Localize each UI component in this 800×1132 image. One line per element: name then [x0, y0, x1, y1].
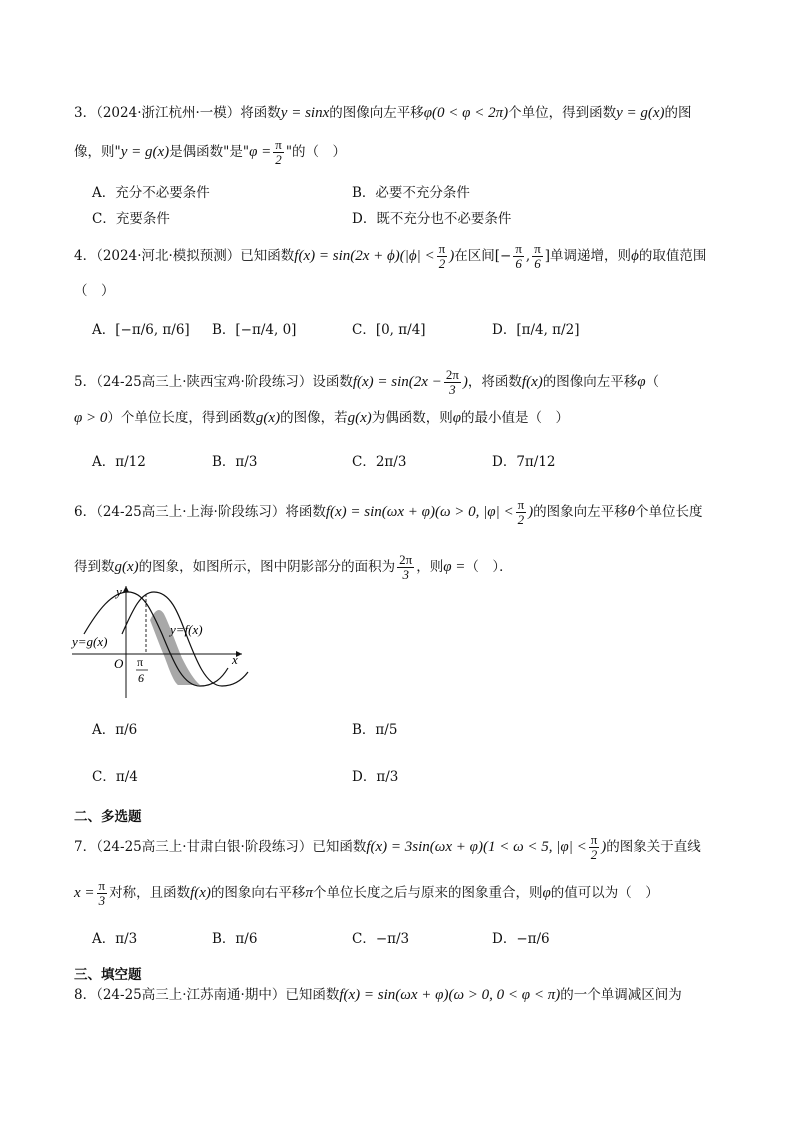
- question-number: 6．: [74, 504, 97, 520]
- math-expression: φ =: [249, 144, 272, 160]
- question-6-line-2: [74, 553, 734, 582]
- question-text: 的值可以为（ ）: [550, 885, 659, 901]
- question-text: 的图像，若: [280, 410, 348, 426]
- math-expression: x =: [74, 885, 95, 901]
- math-expression: ϕ: [631, 248, 639, 264]
- math-expression: φ =: [443, 559, 466, 575]
- math-expression: ): [528, 504, 534, 520]
- y-axis-label: y: [116, 584, 122, 599]
- math-expression: φ(0 < φ < 2π): [423, 105, 509, 121]
- fraction: $\frac{\pi}{2}$: [275, 137, 282, 167]
- question-text: 的图: [664, 105, 692, 121]
- question-text: 是偶函数"是": [169, 144, 250, 160]
- math-expression: ): [601, 839, 607, 855]
- question-7-line-1: [74, 833, 734, 862]
- math-expression: π: [305, 885, 313, 901]
- option-a[interactable]: A．π/12: [92, 454, 146, 470]
- math-expression: ): [449, 248, 455, 264]
- question-source: （24-25高三上·上海·阶段练习）: [96, 504, 286, 520]
- question-text: 的取值范围: [638, 248, 707, 264]
- question-text: 已知函数: [285, 987, 340, 1003]
- question-number: 3．: [74, 105, 97, 121]
- option-d[interactable]: D．−π/6: [492, 931, 550, 947]
- question-text: 得到数: [74, 559, 115, 575]
- math-expression: ): [462, 374, 468, 390]
- option-c[interactable]: C．[0, π/4]: [352, 322, 426, 338]
- math-expression: φ: [637, 374, 646, 390]
- math-expression: f(x): [521, 374, 543, 390]
- option-c[interactable]: C．充要条件: [92, 211, 170, 227]
- option-d[interactable]: D．7π/12: [492, 454, 556, 470]
- question-text: 的一个单调减区间为: [560, 987, 682, 1003]
- option-c[interactable]: C．−π/3: [352, 931, 410, 947]
- option-d[interactable]: D．π/3: [352, 769, 399, 785]
- question-text: 设函数: [312, 374, 353, 390]
- math-expression: f(x) = sin(2x −: [352, 374, 442, 390]
- question-text: ）个单位长度，得到函数: [107, 410, 256, 426]
- math-expression: θ: [627, 504, 636, 520]
- question-number: 4．: [74, 248, 97, 264]
- question-text: 个单位长度: [635, 504, 703, 520]
- math-expression: f(x) = 3sin(ωx + φ)(1 < ω < 5, |φ| <: [366, 839, 587, 855]
- math-expression: g(x): [347, 410, 372, 426]
- fraction: $\frac{2\pi}{3}$: [399, 552, 413, 582]
- fraction: $\frac{\pi}{6}$: [515, 241, 522, 271]
- option-b[interactable]: B．[−π/4, 0]: [212, 322, 297, 338]
- math-expression: f(x) = sin(ωx + φ)(ω > 0, 0 < φ < π): [339, 987, 561, 1003]
- question-text: 将函数: [285, 504, 326, 520]
- origin-label: O: [114, 656, 124, 671]
- question-source: （2024·浙江杭州·一模）: [96, 105, 241, 121]
- section-heading: 三、填空题: [74, 967, 142, 983]
- sine-shift-graph: [70, 582, 255, 702]
- option-c[interactable]: C．π/4: [92, 769, 138, 785]
- question-6-line-1: [74, 498, 734, 527]
- label-f: y=f(x): [170, 622, 203, 637]
- question-text: ，将函数: [467, 374, 522, 390]
- fraction: $\frac{\pi}{6}$: [534, 241, 541, 271]
- math-expression: φ: [452, 410, 462, 426]
- question-5-line-1: [74, 368, 734, 397]
- question-source: （24-25高三上·江苏南通·期中）: [96, 987, 286, 1003]
- question-text: （: [645, 374, 660, 390]
- question-text: 对称，且函数: [109, 885, 191, 901]
- fraction: $\frac{2\pi}{3}$: [445, 367, 459, 397]
- x-axis-label: x: [232, 652, 238, 667]
- math-expression: y = sinx: [280, 105, 330, 121]
- option-a[interactable]: A．π/6: [92, 722, 138, 738]
- fraction: $\frac{\pi}{2}$: [590, 832, 598, 862]
- question-text: ,: [525, 248, 531, 264]
- question-text: 的图象关于直线: [606, 839, 701, 855]
- math-expression: y = g(x): [120, 144, 170, 160]
- question-text: （ ）．: [465, 559, 513, 575]
- question-text: 在区间[−: [454, 248, 512, 264]
- fraction: $\frac{\pi}{2}$: [438, 241, 446, 271]
- question-text: 已知函数: [240, 248, 295, 264]
- option-a[interactable]: A．π/3: [92, 931, 138, 947]
- label-g: y=g(x): [72, 634, 108, 649]
- question-text: 的图象，如图所示，图中阴影部分的面积为: [138, 559, 396, 575]
- question-5-line-2: [74, 408, 734, 428]
- question-number: 8．: [74, 987, 97, 1003]
- question-number: 5．: [74, 374, 97, 390]
- question-text: 的最小值是（ ）: [461, 410, 570, 426]
- math-expression: y = g(x): [616, 105, 665, 121]
- tick-pi: π: [137, 655, 144, 669]
- question-text: 已知函数: [312, 839, 367, 855]
- math-expression: g(x): [114, 559, 139, 575]
- question-text: "的（ ）: [285, 144, 347, 160]
- question-number: 7．: [74, 839, 97, 855]
- question-7-line-2: [74, 879, 734, 908]
- question-4-line-2: （ ）: [74, 283, 115, 299]
- question-3-line-2: [74, 138, 734, 167]
- question-text: 的图象向左平移: [533, 504, 628, 520]
- fraction: $\frac{\pi}{2}$: [517, 497, 525, 527]
- option-b[interactable]: B．π/5: [352, 722, 398, 738]
- question-source: （24-25高三上·陕西宝鸡·阶段练习）: [96, 374, 313, 390]
- question-text: ]单调递增，则: [544, 248, 632, 264]
- option-a[interactable]: A．[−π/6, π/6]: [92, 322, 190, 338]
- option-c[interactable]: C．2π/3: [352, 454, 407, 470]
- math-expression: g(x): [255, 410, 281, 426]
- question-source: （2024·河北·模拟预测）: [96, 248, 241, 264]
- section-heading: 二、多选题: [74, 809, 142, 825]
- question-text: 的图像向左平移: [329, 105, 424, 121]
- math-expression: φ > 0: [74, 410, 108, 426]
- question-text: 个单位长度之后与原来的图象重合，则: [312, 885, 543, 901]
- question-8-line-1: [74, 985, 734, 1005]
- question-text: 的图象向右平移: [210, 885, 306, 901]
- option-d[interactable]: D．[π/4, π/2]: [492, 322, 580, 338]
- option-b[interactable]: B．π/3: [212, 454, 258, 470]
- question-text: ，则: [416, 559, 444, 575]
- option-b[interactable]: B．必要不充分条件: [352, 185, 470, 201]
- question-text: 个单位，得到函数: [508, 105, 617, 121]
- option-a[interactable]: A．充分不必要条件: [92, 185, 210, 201]
- math-expression: f(x) = sin(ωx + φ)(ω > 0, |φ| <: [325, 504, 514, 520]
- option-d[interactable]: D．既不充分也不必要条件: [352, 211, 512, 227]
- question-text: 的图像向左平移: [542, 374, 638, 390]
- question-text: 将函数: [240, 105, 281, 121]
- question-text: 为偶函数，则: [371, 410, 453, 426]
- tick-six: 6: [138, 671, 144, 685]
- question-source: （24-25高三上·甘肃白银·阶段练习）: [96, 839, 313, 855]
- math-expression: f(x) = sin(2x + ϕ)(|ϕ| <: [294, 248, 435, 264]
- question-4-line-1: [74, 242, 734, 271]
- fraction: $\frac{\pi}{3}$: [98, 878, 106, 908]
- math-expression: f(x): [190, 885, 211, 901]
- question-text: 像，则": [74, 144, 121, 160]
- math-expression: φ: [542, 885, 551, 901]
- question-3-line-1: [74, 103, 734, 123]
- option-b[interactable]: B．π/6: [212, 931, 258, 947]
